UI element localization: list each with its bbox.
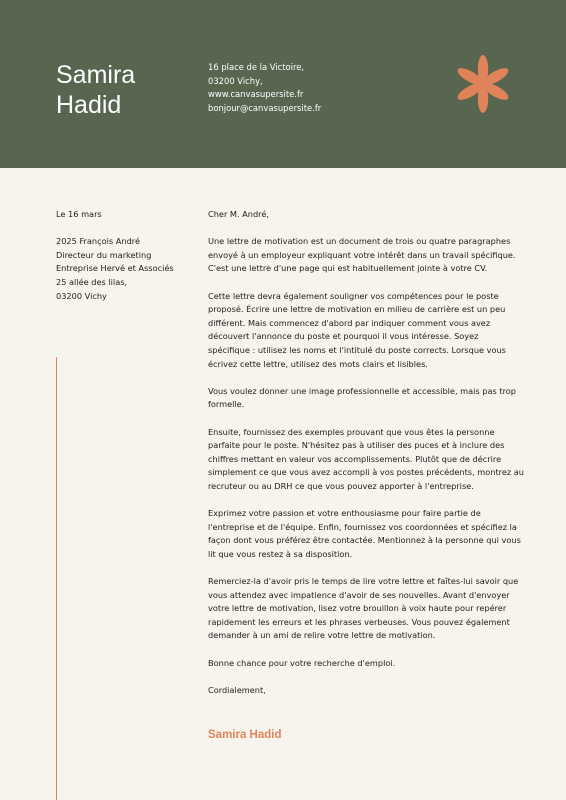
letter-paragraph (208, 426, 524, 494)
sender-last-name: Hadid (56, 91, 122, 119)
paragraph-line: écrivez cette lettre, utilisez des mots clairs et lisibles. (208, 358, 428, 369)
paragraph-line: Ensuite, fournissez des exemples prouvant que vous êtes la personne (208, 426, 495, 437)
paragraph-line: Cette lettre devra également souligner vos compétences pour le poste (208, 290, 499, 301)
sender-name (56, 60, 135, 120)
paragraph-line: Une lettre de motivation est un document de trois ou quatre paragraphes (208, 236, 511, 247)
recipient-block (56, 208, 196, 303)
paragraph-line: découvert l'annonce du poste et pourquoi il vous intéresse. Soyez (208, 331, 479, 342)
paragraph-line: Vous voulez donner une image professionnelle et accessible, mais pas trop (208, 385, 516, 396)
recipient-line: 2025 François André (56, 236, 140, 247)
paragraph-line: spécifique : utilisez les noms et l'intitulé du poste corrects. Lorsque vous (208, 344, 506, 355)
paragraph-line: parfaite pour le poste. N'hésitez pas à utiliser des puces et à inclure des (208, 440, 505, 451)
letter-paragraph (208, 507, 521, 561)
header-banner (0, 0, 566, 168)
paragraph-line: chiffres mettant en valeur vos accomplissements. Plutôt que de décrire (208, 453, 502, 464)
paragraph-line: différent. Mais commencez d'abord par indiquer comment vous avez (208, 317, 491, 328)
paragraph-line: rapidement les erreurs et les phrases verbeuses. Vous pouvez également (208, 616, 510, 627)
salutation: Cher M. André, (208, 209, 269, 219)
paragraph-line: recruteur ou au DRH ce que vous pouvez apporter à l'entreprise. (208, 480, 474, 491)
contact-website: www.canvasupersite.fr (208, 89, 304, 100)
paragraph-line: envoyé à un employeur expliquant votre intérêt dans un travail spécifique. (208, 249, 516, 260)
contact-email: bonjour@canvasupersite.fr (208, 102, 322, 113)
letter-body (208, 208, 524, 711)
recipient-line: Directeur du marketing (56, 249, 152, 260)
flower-icon (453, 54, 513, 114)
paragraph-line: l'entreprise et de l'équipe. Enfin, fournissez vos coordonnées et spécifiez la (208, 521, 517, 532)
paragraph-line: façon dont vous préférez être contactée. Mentionnez à la personne qui vous (208, 535, 521, 546)
letter-paragraph (208, 235, 516, 276)
letter-paragraph (208, 290, 513, 372)
contact-address-street: 16 place de la Victoire, (208, 62, 305, 72)
paragraph-line: lit que vous restez à sa disposition. (208, 548, 353, 559)
letter-paragraph (208, 385, 516, 412)
paragraph-line: simplement ce que vous avez accompli à vos postes précédents, montrez au (208, 467, 524, 478)
letter-paragraph (208, 575, 519, 643)
paragraph-line: C'est une lettre d'une page qui est habituellement jointe à votre CV. (208, 263, 488, 274)
paragraph-line: formelle. (208, 399, 245, 410)
signature: Samira Hadid (208, 729, 282, 741)
sender-contact (208, 61, 321, 115)
paragraph-line: Exprimez votre passion et votre enthousiasme pour faire partie de (208, 508, 481, 519)
paragraph-line: votre lettre de motivation, lisez votre brouillon à voix haute pour repérer (208, 603, 507, 614)
paragraph-line: demander à un ami de relire votre lettre de motivation. (208, 630, 436, 641)
paragraph-line: Cordialement, (208, 684, 266, 695)
letter-date: Le 16 mars (56, 209, 102, 219)
recipient-line: 03200 Vichy (56, 290, 107, 301)
paragraph-line: proposé. Écrire une lettre de motivation en milieu de carrière est un peu (208, 304, 506, 315)
paragraph-line: vous attendez avec impatience d'avoir de ses nouvelles. Avant d'envoyer (208, 589, 510, 600)
paragraph-line: Remerciez-la d'avoir pris le temps de lire votre lettre et faîtes-lui savoir que (208, 576, 519, 587)
recipient-line: Entreprise Hervé et Associés (56, 263, 174, 274)
letter-paragraph (208, 684, 513, 698)
recipient-line: 25 allée des lilas, (56, 276, 128, 287)
contact-address-city: 03200 Vichy, (208, 75, 263, 86)
accent-divider-line (56, 357, 57, 800)
paragraph-line: Bonne chance pour votre recherche d'emploi. (208, 657, 396, 668)
letter-paragraphs (208, 235, 524, 697)
sender-first-name: Samira (56, 61, 136, 89)
letter-paragraph (208, 657, 513, 671)
